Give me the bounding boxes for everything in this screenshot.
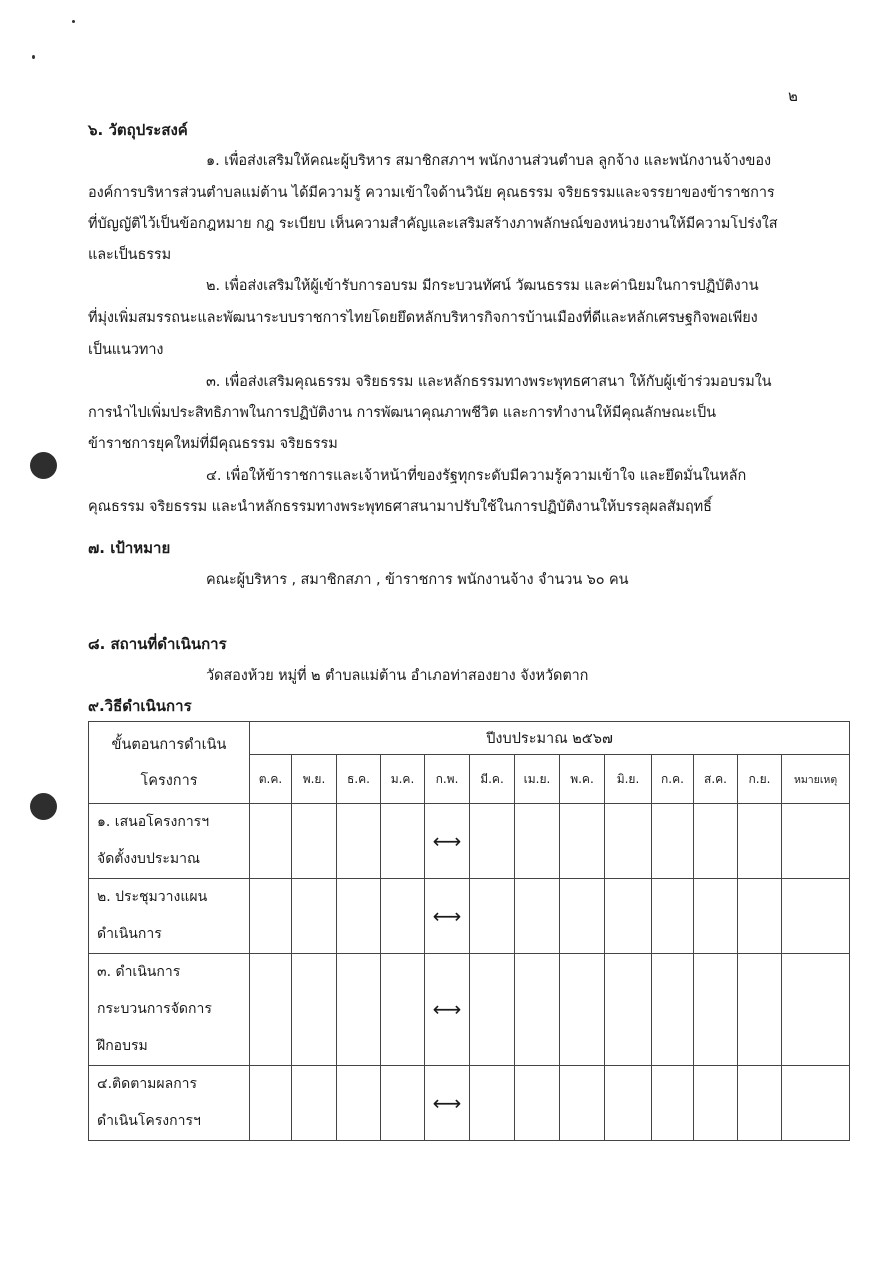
month-cell bbox=[425, 1066, 470, 1141]
fiscal-year-header: ปีงบประมาณ ๒๕๖๗ bbox=[250, 722, 850, 755]
step-header-line-1: ขั้นตอนการดำเนิน bbox=[111, 736, 227, 753]
month-cell bbox=[515, 954, 560, 1066]
month-header: มิ.ย. bbox=[605, 755, 652, 804]
step-cell bbox=[89, 804, 250, 879]
month-cell bbox=[381, 804, 425, 879]
month-cell bbox=[652, 1066, 694, 1141]
month-cell bbox=[425, 954, 470, 1066]
double-arrow-icon: ⟷ bbox=[432, 997, 462, 1021]
objective-3-line-1: ๓. เพื่อส่งเสริมคุณธรรม จริยธรรม และหลักธรรมทางพระพุทธศาสนา ให้กับผู้เข้าร่วมอบรมใน bbox=[206, 374, 772, 390]
step-line: ฝึกอบรม bbox=[97, 1038, 148, 1054]
objective-2-line-2: ที่มุ่งเพิ่มสมรรถนะและพัฒนาระบบราชการไทยโดยยึดหลักบริหารกิจการบ้านเมืองที่ดีและหลักเศรษฐกิจพอเพียง bbox=[88, 310, 758, 326]
punch-hole-top bbox=[30, 452, 57, 479]
month-cell bbox=[560, 879, 605, 954]
objective-1-line-3: ที่บัญญัติไว้เป็นข้อกฎหมาย กฎ ระเบียบ เห็นความสำคัญและเสริมสร้างภาพลักษณ์ของหน่วยงานให้มีความโปร่งใส bbox=[88, 216, 778, 232]
month-cell bbox=[605, 1066, 652, 1141]
double-arrow-icon: ⟷ bbox=[432, 1090, 462, 1115]
step-line: จัดตั้งงบประมาณ bbox=[97, 851, 200, 867]
month-cell bbox=[381, 1066, 425, 1141]
month-cell bbox=[515, 1066, 560, 1141]
table-row bbox=[89, 879, 850, 954]
month-cell bbox=[694, 879, 738, 954]
objective-3-line-2: การนำไปเพิ่มประสิทธิภาพในการปฏิบัติงาน การพัฒนาคุณภาพชีวิต และการทำงานให้มีคุณลักษณะเป็น bbox=[88, 405, 716, 421]
double-arrow-icon: ⟷ bbox=[432, 828, 462, 853]
step-cell bbox=[89, 1066, 250, 1141]
objectives-heading: ๖. วัตถุประสงค์ bbox=[88, 121, 188, 139]
month-cell bbox=[694, 804, 738, 879]
month-cell bbox=[292, 804, 337, 879]
month-cell bbox=[470, 804, 515, 879]
month-header: ส.ค. bbox=[694, 755, 738, 804]
month-cell bbox=[694, 1066, 738, 1141]
objective-2-line-3: เป็นแนวทาง bbox=[88, 342, 164, 358]
step-cell bbox=[89, 954, 250, 1066]
month-header: ก.ค. bbox=[652, 755, 694, 804]
step-line: ๑. เสนอโครงการฯ bbox=[97, 814, 210, 830]
month-cell bbox=[381, 954, 425, 1066]
month-cell bbox=[250, 804, 292, 879]
step-line: ๓. ดำเนินการ bbox=[97, 964, 181, 980]
step-cell bbox=[89, 879, 250, 954]
objective-4-line-2: คุณธรรม จริยธรรม และนำหลักธรรมทางพระพุทธศาสนามาปรับใช้ในการปฏิบัติงานให้บรรลุผลสัมฤทธิ์ bbox=[88, 499, 712, 515]
month-cell bbox=[250, 879, 292, 954]
month-cell bbox=[470, 954, 515, 1066]
month-header: พ.ค. bbox=[560, 755, 605, 804]
month-cell bbox=[738, 1066, 782, 1141]
month-cell bbox=[652, 954, 694, 1066]
target-heading: ๗. เป้าหมาย bbox=[88, 539, 171, 557]
table-row bbox=[89, 804, 850, 879]
month-cell bbox=[694, 954, 738, 1066]
month-header: ก.พ. bbox=[425, 755, 470, 804]
scan-speck bbox=[72, 20, 75, 23]
location-text: วัดสองห้วย หมู่ที่ ๒ ตำบลแม่ต้าน อำเภอท่าสองยาง จังหวัดตาก bbox=[206, 668, 589, 684]
month-cell bbox=[337, 1066, 381, 1141]
punch-hole-bottom bbox=[30, 793, 57, 820]
objective-1-line-1: ๑. เพื่อส่งเสริมให้คณะผู้บริหาร สมาชิกสภาฯ พนักงานส่วนตำบล ลูกจ้าง และพนักงานจ้างของ bbox=[206, 153, 771, 169]
month-header: พ.ย. bbox=[292, 755, 337, 804]
page-number: ๒ bbox=[788, 87, 798, 105]
location-heading: ๘. สถานที่ดำเนินการ bbox=[88, 635, 227, 653]
double-arrow-icon: ⟷ bbox=[432, 903, 462, 928]
method-heading: ๙.วิธีดำเนินการ bbox=[88, 697, 192, 715]
step-line: ๔.ติดตามผลการ bbox=[97, 1076, 198, 1092]
month-cell bbox=[515, 879, 560, 954]
step-line: ดำเนินการ bbox=[97, 926, 162, 942]
objective-3-line-3: ข้าราชการยุคใหม่ที่มีคุณธรรม จริยธรรม bbox=[88, 436, 338, 452]
month-cell bbox=[605, 804, 652, 879]
objective-1-line-4: และเป็นธรรม bbox=[88, 247, 172, 263]
step-line: กระบวนการจัดการ bbox=[97, 1001, 212, 1017]
target-text: คณะผู้บริหาร , สมาชิกสภา , ข้าราชการ พนักงานจ้าง จำนวน ๖๐ คน bbox=[206, 572, 629, 588]
month-cell bbox=[425, 804, 470, 879]
month-cell bbox=[292, 954, 337, 1066]
month-cell bbox=[292, 879, 337, 954]
month-cell bbox=[605, 879, 652, 954]
month-cell bbox=[470, 1066, 515, 1141]
month-cell bbox=[652, 879, 694, 954]
table-row bbox=[89, 954, 850, 1066]
month-cell bbox=[250, 954, 292, 1066]
month-header: ม.ค. bbox=[381, 755, 425, 804]
month-cell bbox=[250, 1066, 292, 1141]
schedule-body bbox=[89, 804, 850, 1141]
objective-4-line-1: ๔. เพื่อให้ข้าราชการและเจ้าหน้าที่ของรัฐทุกระดับมีความรู้ความเข้าใจ และยึดมั่นในหลัก bbox=[206, 468, 747, 484]
step-line: ๒. ประชุมวางแผน bbox=[97, 889, 208, 905]
remark-cell bbox=[782, 804, 850, 879]
month-cell bbox=[425, 879, 470, 954]
month-cell bbox=[292, 1066, 337, 1141]
scan-speck bbox=[32, 55, 35, 59]
month-cell bbox=[738, 804, 782, 879]
month-cell bbox=[605, 954, 652, 1066]
month-cell bbox=[470, 879, 515, 954]
remark-header: หมายเหตุ bbox=[782, 755, 850, 804]
month-cell bbox=[337, 804, 381, 879]
month-cell bbox=[560, 954, 605, 1066]
month-cell bbox=[381, 879, 425, 954]
month-cell bbox=[738, 879, 782, 954]
month-cell bbox=[560, 804, 605, 879]
month-cell bbox=[738, 954, 782, 1066]
month-header: มี.ค. bbox=[470, 755, 515, 804]
month-header: ก.ย. bbox=[738, 755, 782, 804]
step-header-line-2: โครงการ bbox=[140, 772, 198, 789]
month-cell bbox=[337, 879, 381, 954]
month-cell bbox=[515, 804, 560, 879]
schedule-table bbox=[88, 721, 850, 1141]
step-line: ดำเนินโครงการฯ bbox=[97, 1113, 201, 1129]
month-header: เม.ย. bbox=[515, 755, 560, 804]
month-header: ธ.ค. bbox=[337, 755, 381, 804]
remark-cell bbox=[782, 954, 850, 1066]
month-cell bbox=[337, 954, 381, 1066]
table-row bbox=[89, 1066, 850, 1141]
objective-1-line-2: องค์การบริหารส่วนตำบลแม่ต้าน ได้มีความรู้ ความเข้าใจด้านวินัย คุณธรรม จริยธรรมและจรรยาของข้าราชการ bbox=[88, 185, 775, 201]
month-cell bbox=[652, 804, 694, 879]
month-header: ต.ค. bbox=[250, 755, 292, 804]
remark-cell bbox=[782, 1066, 850, 1141]
step-column-header bbox=[89, 722, 250, 804]
objective-2-line-1: ๒. เพื่อส่งเสริมให้ผู้เข้ารับการอบรม มีกระบวนทัศน์ วัฒนธรรม และค่านิยมในการปฏิบัติงาน bbox=[206, 278, 759, 294]
month-cell bbox=[560, 1066, 605, 1141]
remark-cell bbox=[782, 879, 850, 954]
